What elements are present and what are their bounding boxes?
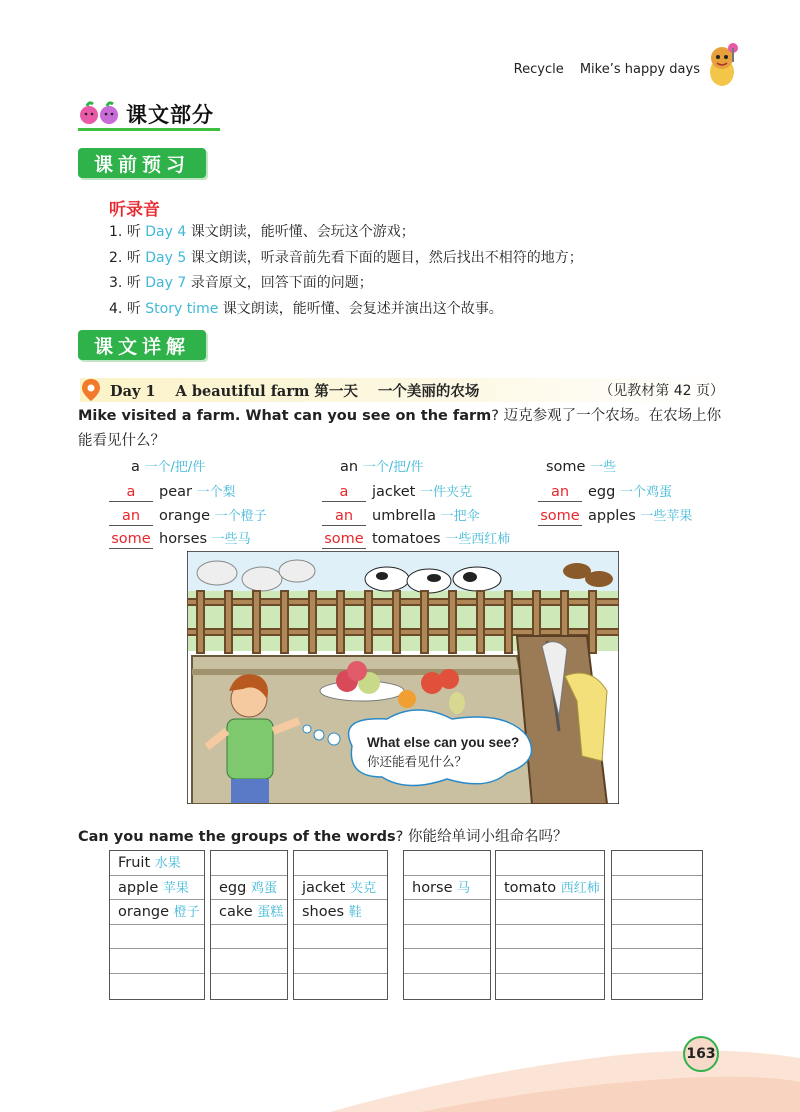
vocab-item: a pear 一个梨 (109, 481, 236, 502)
group-row[interactable] (294, 974, 387, 999)
group-box-empty (611, 850, 703, 1000)
group-row[interactable] (404, 851, 490, 876)
answer-blank[interactable]: an (322, 508, 366, 526)
group-row[interactable] (612, 949, 702, 974)
vocab-item: an egg 一个鸡蛋 (538, 481, 672, 502)
section-underline (78, 128, 220, 131)
group-row[interactable] (612, 900, 702, 925)
group-row[interactable] (404, 949, 490, 974)
answer-blank[interactable]: some (109, 531, 153, 549)
day1-bar (80, 378, 730, 402)
day1-title: Day 1 A beautiful farm 第一天 一个美丽的农场 (110, 382, 480, 400)
answer-blank[interactable]: an (538, 484, 582, 502)
running-header (514, 62, 700, 77)
group-row[interactable]: orange 橙子 (110, 900, 204, 925)
group-row[interactable] (612, 876, 702, 901)
group-row[interactable]: horse 马 (404, 876, 490, 901)
group-row[interactable] (110, 925, 204, 950)
group-box-animals (403, 850, 491, 1000)
vocab-item: a 一个/把/件 (131, 459, 206, 475)
vocab-item: an umbrella 一把伞 (322, 505, 480, 526)
unit-title: Mike’s happy days (579, 62, 700, 77)
group-box-food (210, 850, 288, 1000)
group-row[interactable]: jacket 夹克 (294, 876, 387, 901)
tab-explain: 课文详解 (78, 330, 206, 360)
group-row[interactable] (496, 974, 604, 999)
vocab-item: some tomatoes 一些西红柿 (322, 528, 510, 549)
unit-label: Recycle (513, 62, 564, 77)
group-row[interactable] (404, 974, 490, 999)
step-item: 4. 听 Story time 课文朗读，能听懂、会复述并演出这个故事。 (109, 300, 503, 317)
group-row[interactable] (211, 974, 287, 999)
section-title-text: 课文部分 (126, 103, 214, 127)
group-row[interactable]: Fruit 水果 (110, 851, 204, 876)
group-row[interactable]: tomato 西红柿 (496, 876, 604, 901)
group-row[interactable] (496, 900, 604, 925)
group-row[interactable]: apple 苹果 (110, 876, 204, 901)
group-box-vegetables (495, 850, 605, 1000)
listening-heading: 听录音 (109, 200, 160, 220)
farm-illustration (187, 551, 619, 804)
answer-blank[interactable]: some (538, 508, 582, 526)
step-item: 1. 听 Day 4 课文朗读，能听懂、会玩这个游戏； (109, 224, 415, 240)
group-row[interactable]: egg 鸡蛋 (211, 876, 287, 901)
vocab-item: a jacket 一件夹克 (322, 481, 472, 502)
group-row[interactable] (404, 900, 490, 925)
group-row[interactable]: cake 蛋糕 (211, 900, 287, 925)
section-title (78, 100, 214, 128)
group-row[interactable] (612, 925, 702, 950)
page-number: 163 (683, 1036, 719, 1072)
answer-blank[interactable]: an (109, 508, 153, 526)
group-row[interactable] (404, 925, 490, 950)
group-row[interactable] (294, 851, 387, 876)
answer-blank[interactable]: a (109, 484, 153, 502)
answer-blank[interactable]: a (322, 484, 366, 502)
groups-question: Can you name the groups of the words? 你能给单词小组命名吗？ (78, 829, 568, 845)
day1-question: Mike visited a farm. What can you see on the farm? 迈克参观了一个农场。在农场上你能看见什么？ (78, 408, 722, 449)
vocab-item: some apples 一些苹果 (538, 505, 692, 526)
group-box-clothes (293, 850, 388, 1000)
vocab-item: an orange 一个橙子 (109, 505, 267, 526)
vocab-item: some horses 一些马 (109, 528, 251, 549)
answer-blank[interactable]: some (322, 531, 366, 549)
group-row[interactable] (496, 925, 604, 950)
group-row[interactable] (211, 851, 287, 876)
cow-icon (365, 567, 501, 593)
step-item: 2. 听 Day 5 课文朗读，听录音前先看下面的题目，然后找出不相符的地方； (109, 249, 583, 266)
group-row[interactable] (612, 851, 702, 876)
tab-preview: 课前预习 (78, 148, 206, 178)
group-row[interactable] (110, 974, 204, 999)
group-box-fruit (109, 850, 205, 1000)
vocab-item: some 一些 (546, 459, 617, 475)
listening-steps (109, 222, 583, 324)
footer-wave (0, 1030, 800, 1112)
group-row[interactable] (110, 949, 204, 974)
group-row[interactable]: shoes 鞋 (294, 900, 387, 925)
speech-zh: 你还能看见什么？ (367, 754, 468, 769)
group-row[interactable] (496, 949, 604, 974)
location-pin-icon (80, 378, 102, 402)
group-row[interactable] (211, 925, 287, 950)
group-row[interactable] (612, 974, 702, 999)
vocab-item: an 一个/把/件 (340, 459, 424, 475)
group-row[interactable] (294, 949, 387, 974)
group-row[interactable] (496, 851, 604, 876)
fruit-icon (78, 101, 122, 127)
speech-en: What else can you see? (367, 735, 520, 750)
group-row[interactable] (294, 925, 387, 950)
textbook-ref: （见教材第 42 页） (599, 383, 724, 399)
mascot-icon (704, 40, 740, 90)
group-row[interactable] (211, 949, 287, 974)
step-item: 3. 听 Day 7 录音原文，回答下面的问题； (109, 275, 373, 291)
